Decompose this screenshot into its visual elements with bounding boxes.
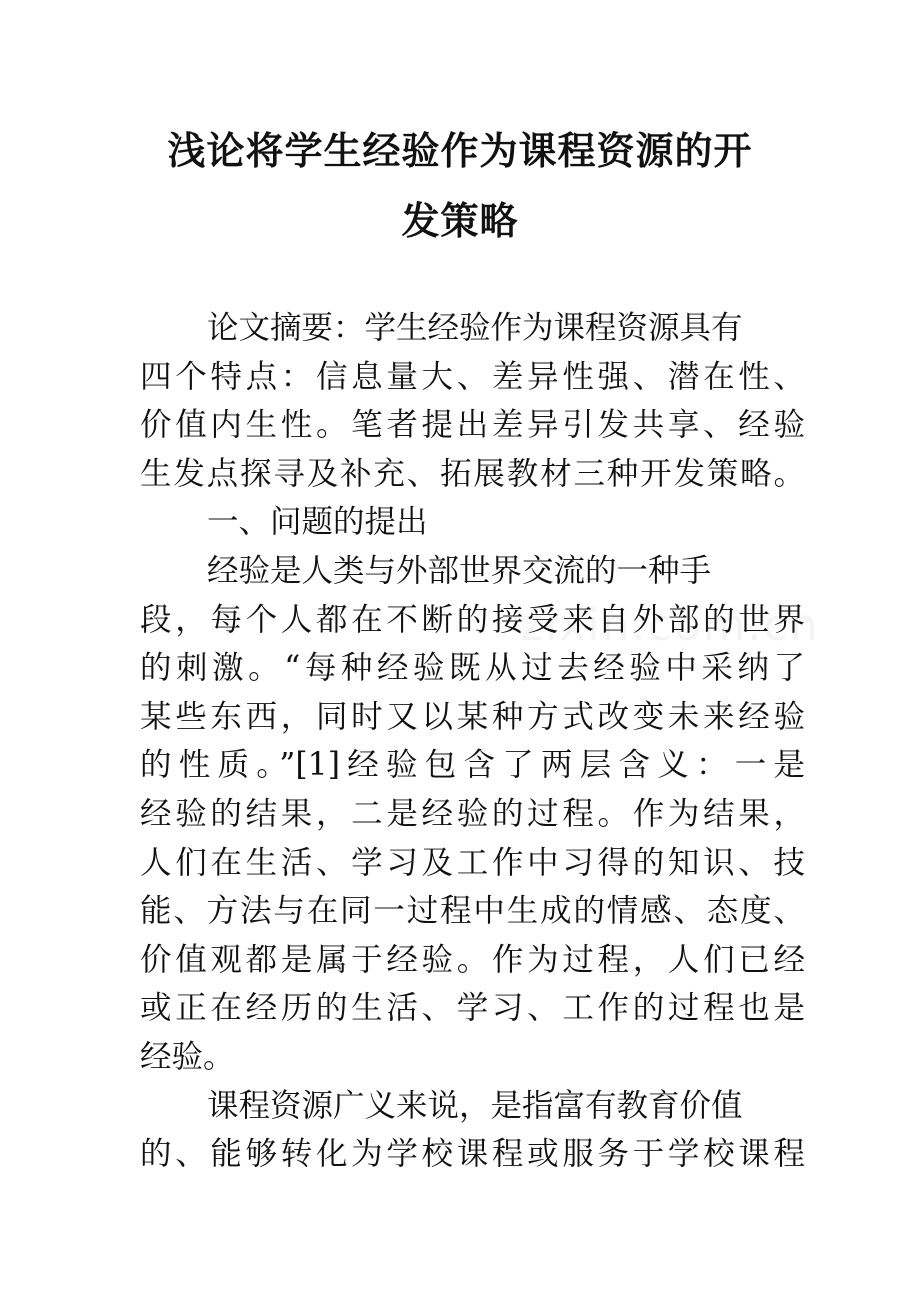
paragraph-line: 经验是人类与外部世界交流的一种手 (207, 552, 712, 589)
paragraph-line: 的、能够转化为学校课程或服务于学校课程 (140, 1136, 805, 1173)
paragraph-line: 的性质。”[1]经验包含了两层含义：一是 (140, 747, 805, 784)
abstract-line: 论文摘要：学生经验作为课程资源具有 (207, 310, 743, 346)
abstract-line: 生发点探寻及补充、拓展教材三种开发策略。 (140, 455, 805, 492)
paragraph-line: 或正在经历的生活、学习、工作的过程也是 (140, 990, 805, 1027)
abstract-line: 四个特点：信息量大、差异性强、潜在性、 (140, 358, 805, 395)
paragraph-line: 价值观都是属于经验。作为过程，人们已经 (140, 941, 805, 978)
paragraph-line: 能、方法与在同一过程中生成的情感、态度、 (140, 893, 805, 930)
paragraph-line: 某些东西，同时又以某种方式改变未来经验 (140, 698, 805, 735)
paragraph-line: 人们在生活、学习及工作中习得的知识、技 (140, 844, 805, 881)
section-heading: 一、问题的提出 (207, 504, 428, 541)
paragraph-line: 课程资源广义来说，是指富有教育价值 (207, 1087, 743, 1124)
paragraph-line: 的刺激。“每种经验既从过去经验中采纳了 (140, 650, 805, 687)
abstract-line: 价值内生性。笔者提出差异引发共享、经验 (140, 407, 805, 444)
document-body (140, 304, 805, 1179)
document-title-line-1: 浅论将学生经验作为课程资源的开 (167, 129, 753, 173)
document-title-line-2: 发策略 (401, 199, 519, 243)
paragraph-line: 经验。 (140, 1038, 235, 1075)
paragraph-line: 段，每个人都在不断的接受来自外部的世界 (140, 601, 805, 638)
paragraph-line: 经验的结果，二是经验的过程。作为结果， (140, 795, 805, 832)
